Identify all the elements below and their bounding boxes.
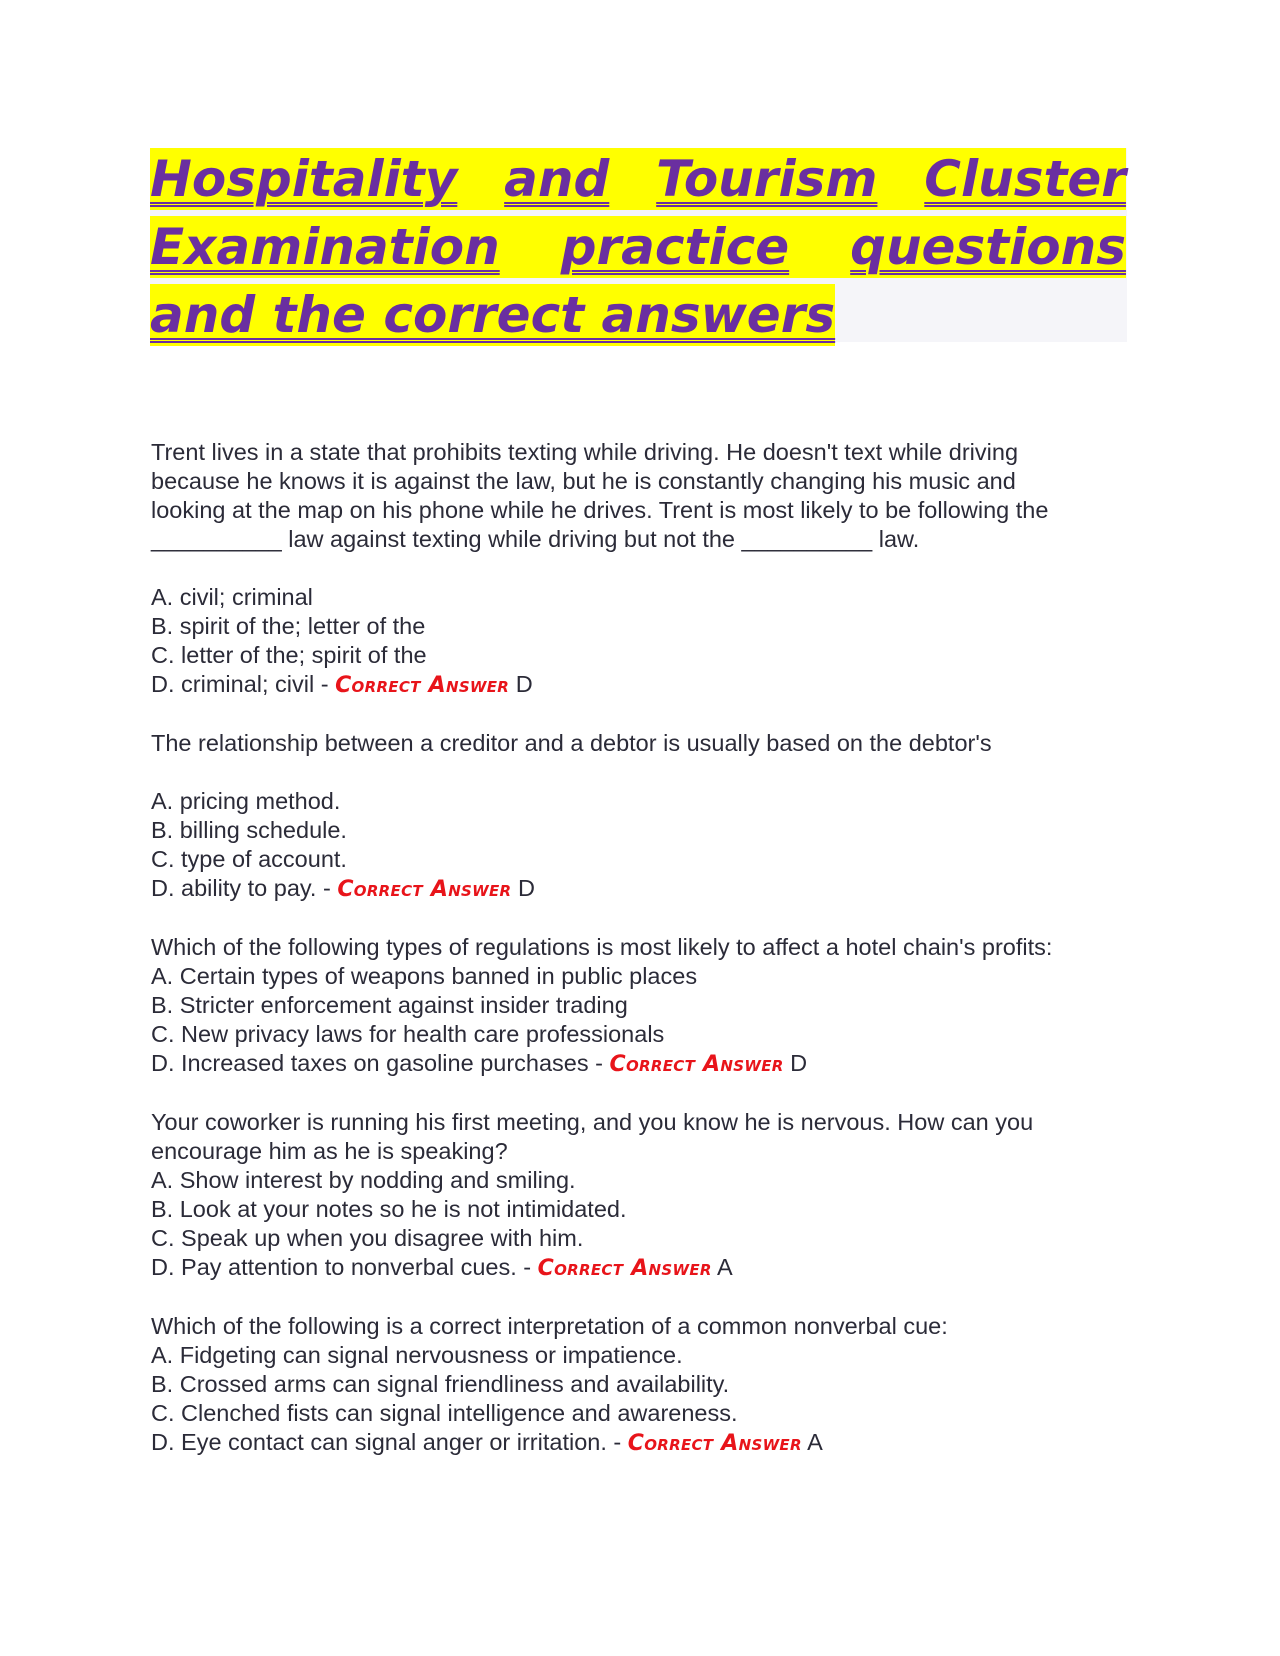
answer-option <box>151 1370 1131 1399</box>
correct-answer-value: D <box>515 671 533 697</box>
title-word: and <box>504 150 610 208</box>
option-text: D. ability to pay. - <box>151 875 331 901</box>
answer-option <box>151 874 1131 904</box>
correct-answer-label: Correct Answer <box>337 877 512 902</box>
question-stem-line: Which of the following is a correct interpretation of a common nonverbal cue: <box>151 1313 948 1339</box>
option-text: A. Certain types of weapons banned in public places <box>151 963 698 989</box>
answer-option <box>151 1049 1131 1079</box>
option-text: B. billing schedule. <box>151 817 347 843</box>
option-text: B. spirit of the; letter of the <box>151 613 426 639</box>
answer-option <box>151 1166 1131 1195</box>
title-word: Examination <box>150 218 500 276</box>
option-text: A. Fidgeting can signal nervousness or impatience. <box>151 1342 683 1368</box>
answer-option <box>151 1341 1131 1370</box>
option-text: D. Eye contact can signal anger or irritation. - <box>151 1429 622 1455</box>
title-word: Tourism <box>656 150 878 208</box>
question-stem-line: Trent lives in a state that prohibits texting while driving. He doesn't text while driving <box>151 439 1019 465</box>
question-block <box>151 729 1131 904</box>
spacer <box>151 758 1131 787</box>
option-text: D. Pay attention to nonverbal cues. - <box>151 1254 532 1280</box>
question-stem-line: looking at the map on his phone while he drives. Trent is most likely to be following the <box>151 497 1049 523</box>
option-text: C. type of account. <box>151 846 347 872</box>
correct-answer-value: D <box>517 875 535 901</box>
answer-option <box>151 1253 1131 1283</box>
correct-answer-label: Correct Answer <box>627 1431 802 1456</box>
option-text: C. letter of the; spirit of the <box>151 642 427 668</box>
document-title-line-1 <box>150 148 1126 210</box>
question-block <box>151 1312 1131 1458</box>
option-text: C. New privacy laws for health care professionals <box>151 1021 665 1047</box>
option-text: B. Look at your notes so he is not intimidated. <box>151 1196 627 1222</box>
correct-answer-value: A <box>807 1429 823 1455</box>
correct-answer-label: Correct Answer <box>537 1256 712 1281</box>
question-stem-line: __________ law against texting while driving but not the __________ law. <box>151 526 920 552</box>
title-text: and the correct answers <box>150 286 836 344</box>
document-title-line-3 <box>150 284 835 346</box>
title-word: Cluster <box>924 150 1126 208</box>
option-text: C. Speak up when you disagree with him. <box>151 1225 584 1251</box>
answer-option <box>151 1399 1131 1428</box>
correct-answer-label: Correct Answer <box>609 1052 784 1077</box>
question-list <box>151 438 1131 1487</box>
option-text: C. Clenched fists can signal intelligence and awareness. <box>151 1400 738 1426</box>
answer-option <box>151 583 1131 612</box>
option-text: A. civil; criminal <box>151 584 313 610</box>
option-text: B. Stricter enforcement against insider trading <box>151 992 628 1018</box>
answer-option <box>151 1195 1131 1224</box>
option-text: A. pricing method. <box>151 788 341 814</box>
document-title-line-2 <box>150 216 1126 278</box>
title-word: practice <box>560 218 790 276</box>
question-block <box>151 1108 1131 1283</box>
question-stem-line: Your coworker is running his first meeting, and you know he is nervous. How can you <box>151 1109 1034 1135</box>
question-block <box>151 933 1131 1079</box>
answer-option <box>151 962 1131 991</box>
answer-option <box>151 670 1131 700</box>
answer-option <box>151 1224 1131 1253</box>
title-word: Hospitality <box>150 150 458 208</box>
correct-answer-label: Correct Answer <box>335 673 510 698</box>
question-stem-line: because he knows it is against the law, but he is constantly changing his music and <box>151 468 1016 494</box>
answer-option <box>151 612 1131 641</box>
question-stem-line: encourage him as he is speaking? <box>151 1138 508 1164</box>
answer-option <box>151 991 1131 1020</box>
option-text: A. Show interest by nodding and smiling. <box>151 1167 576 1193</box>
answer-option <box>151 845 1131 874</box>
answer-option <box>151 816 1131 845</box>
question-stem-line: The relationship between a creditor and a debtor is usually based on the debtor's <box>151 730 992 756</box>
answer-option <box>151 1428 1131 1458</box>
answer-option <box>151 641 1131 670</box>
question-stem-line: Which of the following types of regulations is most likely to affect a hotel chain's profits: <box>151 934 1053 960</box>
option-text: D. criminal; civil - <box>151 671 329 697</box>
correct-answer-value: D <box>790 1050 808 1076</box>
option-text: B. Crossed arms can signal friendliness and availability. <box>151 1371 730 1397</box>
answer-option <box>151 1020 1131 1049</box>
answer-option <box>151 787 1131 816</box>
title-word: questions <box>850 218 1126 276</box>
correct-answer-value: A <box>716 1254 733 1280</box>
question-block <box>151 438 1131 700</box>
option-text: D. Increased taxes on gasoline purchases - <box>151 1050 603 1076</box>
spacer <box>151 554 1131 583</box>
